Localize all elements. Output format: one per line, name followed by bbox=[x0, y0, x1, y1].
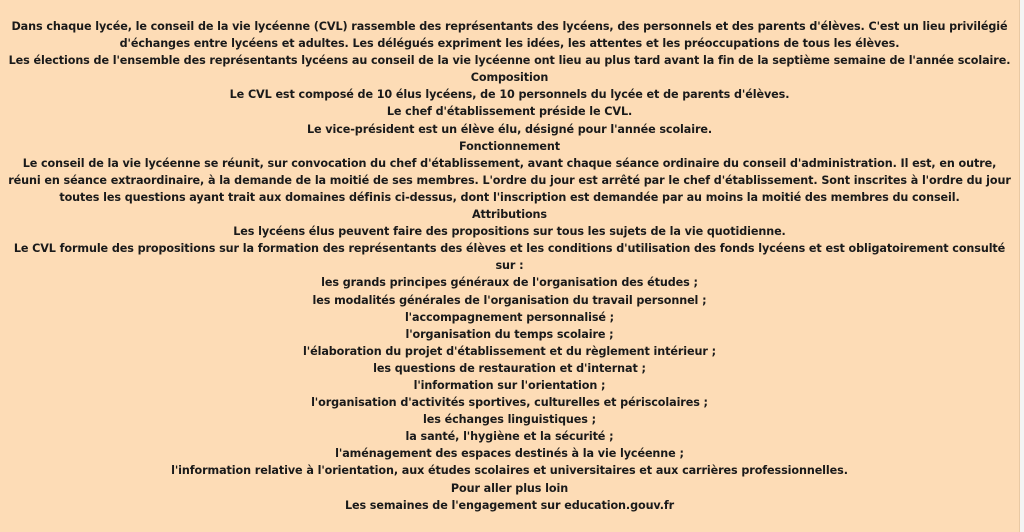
list-item: les questions de restauration et d'internat ; bbox=[373, 361, 646, 375]
composition-line-2: Le chef d'établissement préside le CVL. bbox=[386, 105, 633, 119]
list-item: l'organisation d'activités sportives, culturelles et périscolaires ; bbox=[311, 396, 708, 410]
list-item: l'organisation du temps scolaire ; bbox=[405, 327, 614, 341]
engagement-link[interactable]: Les semaines de l'engagement sur education.gouv.fr bbox=[344, 498, 675, 512]
intro-line-2: d'échanges entre lycéens et adultes. Les délégués expriment les idées, les attentes et les préoccupations de tous les élèves. bbox=[119, 37, 900, 51]
page-edge bbox=[1020, 0, 1024, 532]
list-item: les échanges linguistiques ; bbox=[423, 413, 596, 427]
list-item: l'aménagement des espaces destinés à la vie lycéenne ; bbox=[335, 447, 684, 461]
list-item: l'information relative à l'orientation, aux études scolaires et universitaires et aux carrières professionnelles. bbox=[171, 464, 848, 478]
intro-line-1: Dans chaque lycée, le conseil de la vie lycéenne (CVL) rassemble des représentants des lycéens, des personnels et des parents d'élèves. C'est un lieu privilégié bbox=[11, 20, 1008, 33]
elections-line: Les élections de l'ensemble des représentants lycéens au conseil de la vie lycéenne ont lieu au plus tard avant la fin de la septième semaine de l'année scolaire. bbox=[8, 54, 1011, 68]
list-item: les grands principes généraux de l'organisation des études ; bbox=[321, 276, 698, 290]
list-item: l'accompagnement personnalisé ; bbox=[404, 310, 615, 324]
list-item: les modalités générales de l'organisation du travail personnel ; bbox=[312, 293, 707, 307]
composition-line-3: Le vice-président est un élève élu, désigné pour l'année scolaire. bbox=[306, 122, 713, 136]
attributions-line-1: Les lycéens élus peuvent faire des propositions sur tous les sujets de la vie quotidienne. bbox=[233, 225, 786, 239]
heading-pour-aller-plus-loin: Pour aller plus loin bbox=[450, 481, 569, 495]
heading-fonctionnement: Fonctionnement bbox=[458, 139, 560, 153]
heading-attributions: Attributions bbox=[472, 208, 547, 222]
attributions-line-2: Le CVL formule des propositions sur la formation des représentants des élèves et les conditions d'utilisation des fonds lycéens et est obligatoirement consulté bbox=[13, 242, 1006, 256]
list-item: l'élaboration du projet d'établissement et du règlement intérieur ; bbox=[303, 344, 716, 358]
fonctionnement-line-1: Le conseil de la vie lycéenne se réunit, sur convocation du chef d'établissement, avant chaque séance ordinaire du conseil d'administration. Il est, en outre, bbox=[22, 156, 997, 170]
list-item: l'information sur l'orientation ; bbox=[413, 378, 606, 392]
attributions-line-3: sur : bbox=[495, 259, 524, 273]
composition-line-1: Le CVL est composé de 10 élus lycéens, de 10 personnels du lycée et de parents d'élèves. bbox=[229, 88, 790, 102]
fonctionnement-line-2: réuni en séance extraordinaire, à la demande de la moitié de ses membres. L'ordre du jour est arrêté par le chef d'établissement. Sont inscrites à l'ordre du jour bbox=[8, 173, 1011, 187]
heading-composition: Composition bbox=[470, 71, 549, 85]
list-item: la santé, l'hygiène et la sécurité ; bbox=[405, 430, 614, 444]
fonctionnement-line-3: toutes les questions ayant trait aux domaines définis ci-dessus, dont l'inscription est demandée par au moins la moitié des membres du conseil. bbox=[59, 190, 960, 204]
